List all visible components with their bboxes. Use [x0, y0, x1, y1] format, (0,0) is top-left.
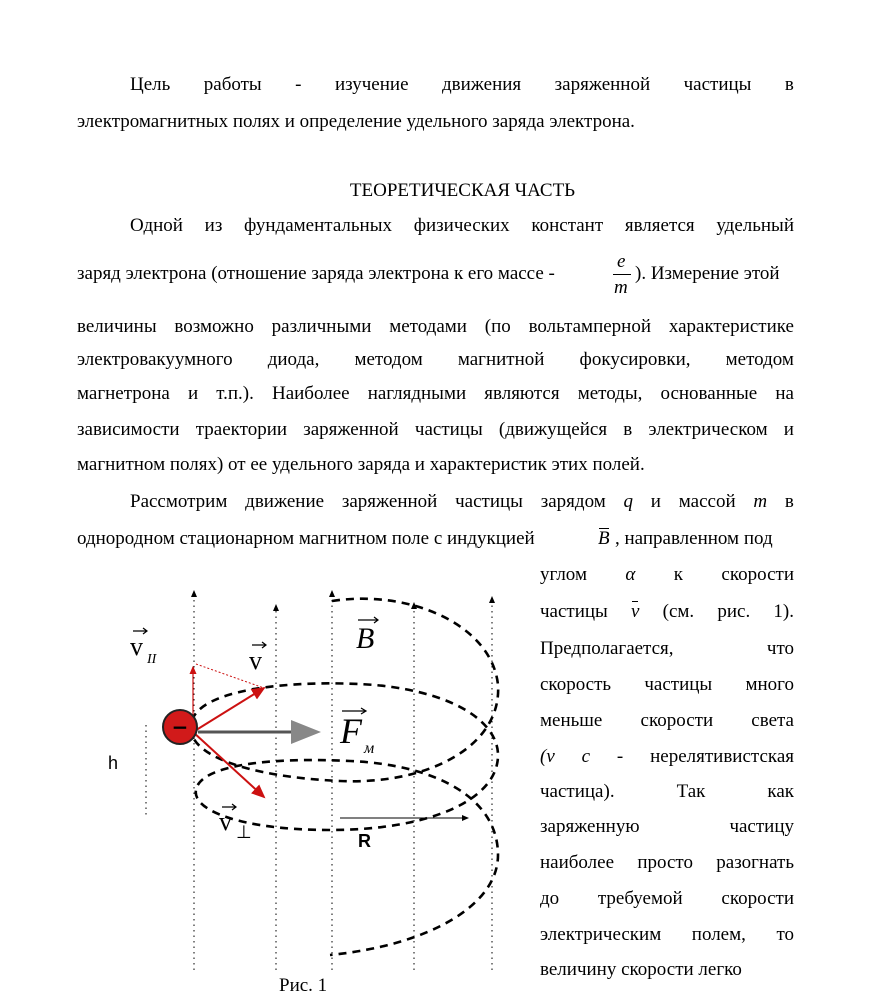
label-R: R [358, 831, 371, 851]
word: как [767, 781, 794, 802]
label-F-sub: м [364, 740, 375, 757]
word: методами [389, 316, 467, 337]
para2-line3 [77, 315, 794, 339]
word: различными [271, 316, 372, 337]
word: и [783, 419, 794, 440]
word: методы, [577, 383, 643, 404]
word: частицы [540, 601, 608, 622]
para3-line2-before: однородном стационарном магнитном поле с индукцией [77, 528, 535, 549]
para1-line2: электромагнитных полях и определение удельного заряда электрона. [77, 111, 635, 132]
word: рис. [717, 601, 751, 622]
label-v: v [249, 646, 262, 675]
word: характеристике [668, 316, 794, 337]
word: скорости [721, 564, 794, 585]
word: требуемой [597, 888, 683, 909]
word: частицу [729, 816, 794, 837]
word: наглядными [367, 383, 467, 404]
para2-line7: магнитном полях) от ее удельного заряда и характеристик этих полей. [77, 454, 645, 475]
word: Предполагается, [540, 638, 674, 659]
word: скорость [540, 674, 612, 695]
word: (по [484, 316, 511, 337]
word: методом [354, 349, 423, 370]
word: основанные [660, 383, 758, 404]
word: работы [203, 74, 262, 95]
word: меньше [540, 710, 603, 731]
symbol-q: q [623, 491, 634, 512]
word: методом [725, 349, 794, 370]
word: что [766, 638, 794, 659]
fraction-numerator: e [617, 251, 626, 272]
label-v-parallel: v [130, 632, 143, 661]
word: в [784, 74, 794, 95]
word: (см. [662, 601, 695, 622]
word: Одной [130, 215, 183, 236]
word: полем, [691, 924, 746, 945]
word: физических [413, 215, 510, 236]
symbol-alpha: α [625, 564, 636, 585]
word: нерелятивистская [650, 746, 794, 767]
right-line-6 [540, 745, 794, 769]
word: зарядом [540, 491, 606, 512]
right-line-7 [540, 780, 794, 804]
para2-line2-before: заряд электрона (отношение заряда электрона к его массе - [77, 263, 555, 284]
para3-line1 [130, 490, 794, 514]
word: величины [77, 316, 157, 337]
para2-line5 [77, 382, 794, 406]
word: 1). [773, 601, 794, 622]
word: вольтамперной [528, 316, 652, 337]
word: просто [637, 852, 693, 873]
label-h: h [108, 753, 119, 773]
word: магнитной [457, 349, 545, 370]
word: возможно [174, 316, 254, 337]
word: Рассмотрим [130, 491, 228, 512]
vector-B-text: B [598, 528, 610, 549]
right-line-5 [540, 709, 794, 733]
word: заряженную [540, 816, 640, 837]
word: заряженной [341, 491, 438, 512]
word: частицы [414, 419, 483, 440]
word: - [616, 746, 624, 767]
para2-line1 [130, 214, 794, 238]
word: скорости [640, 710, 714, 731]
section-heading: ТЕОРЕТИЧЕСКАЯ ЧАСТЬ [349, 180, 576, 201]
word: в [784, 491, 794, 512]
word: диода, [267, 349, 320, 370]
para3-line2-after: , направленном под [615, 528, 773, 549]
word: частицы [455, 491, 523, 512]
para2-line4 [77, 348, 794, 372]
word: движение [245, 491, 325, 512]
word: движения [441, 74, 522, 95]
word: является [624, 215, 695, 236]
fraction-bar [613, 274, 631, 275]
word: Наиболее [271, 383, 350, 404]
word: к [673, 564, 684, 585]
figure-caption: Рис. 1 [279, 975, 328, 996]
word: c [581, 746, 591, 767]
word: фундаментальных [244, 215, 392, 236]
word: частицы [683, 74, 752, 95]
word: изучение [334, 74, 409, 95]
word: в [623, 419, 633, 440]
label-F: F [340, 711, 362, 751]
right-line-12: величину скорости легко [540, 959, 742, 980]
para2-line2-after: ). Измерение этой [635, 263, 780, 284]
word: частицы [644, 674, 713, 695]
fraction-denominator: m [614, 277, 628, 298]
word: разогнать [716, 852, 794, 873]
word: электровакуумного [77, 349, 233, 370]
word: Так [676, 781, 706, 802]
para2-line6 [77, 418, 794, 442]
word: (движущейся [498, 419, 608, 440]
word: зависимости [77, 419, 180, 440]
word: то [776, 924, 794, 945]
para1-line1 [130, 73, 794, 97]
word: электрическим [540, 924, 662, 945]
word: заряженной [554, 74, 651, 95]
word: т.п.). [216, 383, 254, 404]
word: до [540, 888, 560, 909]
label-B: B [356, 622, 375, 655]
symbol-v: v [631, 601, 640, 622]
label-v-parallel-sub: II [147, 652, 157, 667]
right-line-1 [540, 563, 794, 587]
right-line-9 [540, 851, 794, 875]
word: электрическом [648, 419, 768, 440]
word: из [204, 215, 223, 236]
label-v-perp: v [219, 807, 232, 836]
word: углом [540, 564, 587, 585]
helix [191, 599, 499, 955]
figure-1 [100, 585, 520, 975]
right-line-10 [540, 887, 794, 911]
right-line-11 [540, 923, 794, 947]
word: траектории [195, 419, 288, 440]
word: наиболее [540, 852, 615, 873]
minus-sign: − [171, 715, 189, 739]
word: Цель [130, 74, 171, 95]
word: и [187, 383, 199, 404]
word: скорости [721, 888, 794, 909]
right-line-8 [540, 815, 794, 839]
right-line-2 [540, 600, 794, 624]
word: частица). [540, 781, 615, 802]
helix-diagram [100, 585, 520, 970]
word: света [751, 710, 794, 731]
word: являются [484, 383, 560, 404]
word: на [775, 383, 794, 404]
word: массой [678, 491, 736, 512]
symbol-B [598, 527, 610, 551]
word: фокусировки, [579, 349, 691, 370]
word: констант [531, 215, 604, 236]
word: удельный [716, 215, 794, 236]
label-v-perp-sub: ⊥ [236, 822, 252, 842]
word: (v [540, 746, 555, 767]
word: магнетрона [77, 383, 170, 404]
word: много [745, 674, 794, 695]
word: и [650, 491, 661, 512]
symbol-m: m [753, 491, 768, 512]
word: заряженной [303, 419, 399, 440]
right-line-4 [540, 673, 794, 697]
word: - [295, 74, 302, 95]
right-line-3 [540, 637, 794, 661]
